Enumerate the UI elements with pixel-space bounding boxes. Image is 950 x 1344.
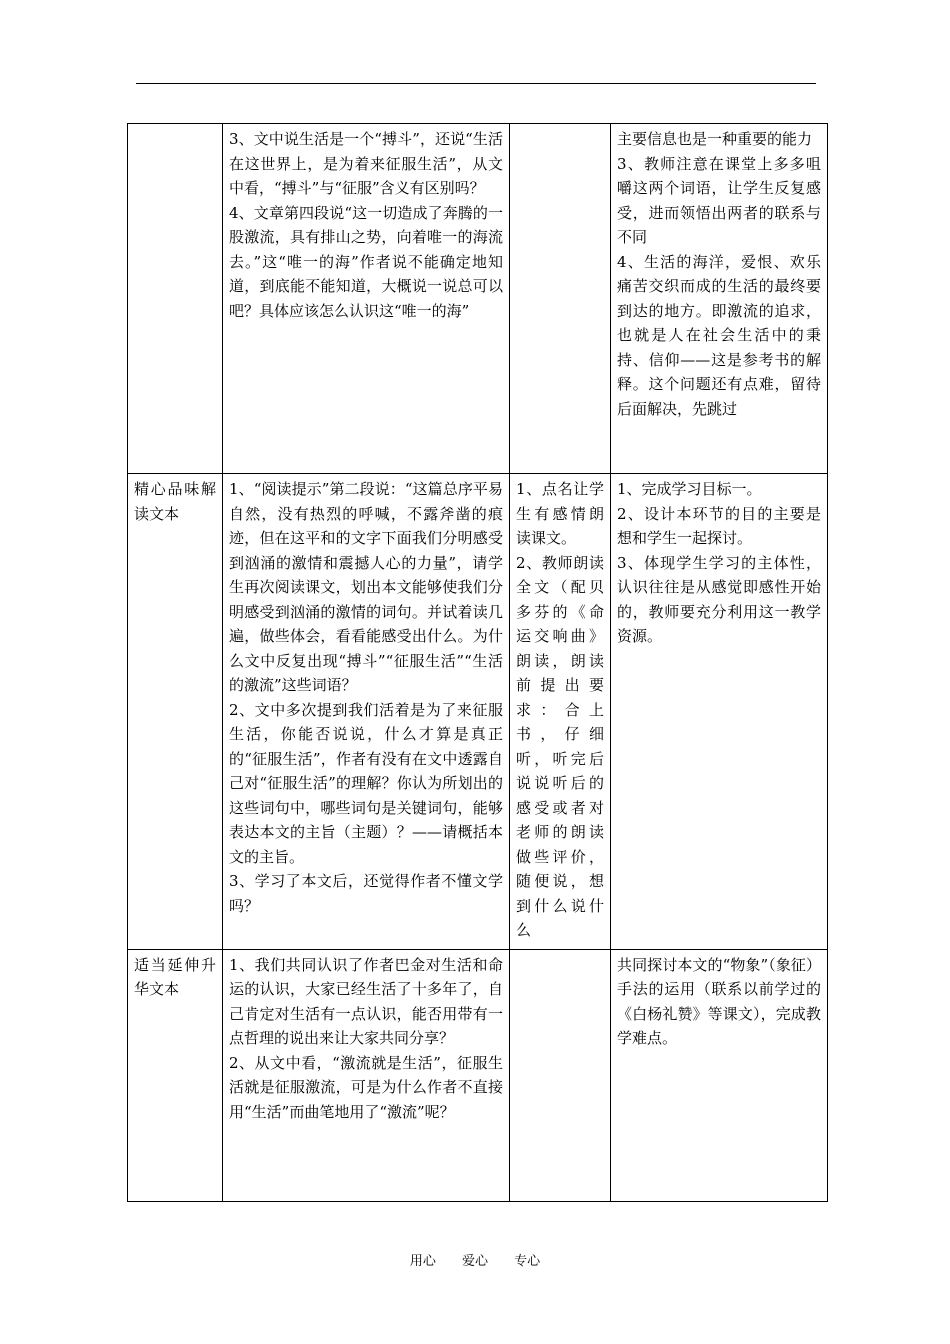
questions-cell	[223, 474, 510, 950]
stage-cell	[128, 949, 223, 1201]
footer-word: 专心	[514, 1254, 541, 1269]
activity-text: 2、教师朗读全文（配贝多芬的《命运交响曲》朗读，朗读前提出要求：合上书，仔细听，听完后说说听后的感受或者对老师的朗读做些评价，随便说，想到什么说什么	[516, 553, 604, 939]
question-text: 3、学习了本文后，还觉得作者不懂文学吗？	[229, 872, 503, 915]
question-text: 2、从文中看，“激流就是生活”，征服生活就是征服激流，可是为什么作者不直接用“生活”而曲笔地用了“激流”呢？	[229, 1053, 503, 1121]
table-row	[128, 124, 828, 474]
table-row	[128, 474, 828, 950]
footer-word: 爱心	[461, 1254, 488, 1269]
question-text: 1、我们共同认识了作者巴金对生活和命运的认识，大家已经生活了十多年了，自己肯定对生活有一点认识，能否用带有一点哲理的说出来让大家共同分享？	[229, 955, 503, 1047]
page-footer	[0, 1250, 950, 1269]
stage-label: 适当延伸升华文本	[134, 955, 216, 998]
table-row	[128, 949, 828, 1201]
note-text: 4、生活的海洋，爱恨、欢乐痛苦交织而成的生活的最终要到达的地方。即激流的追求，也就是人在社会生活中的秉持、信仰——这是参考书的解释。这个问题还有点难，留待后面解决，先跳过	[617, 252, 821, 418]
activities-cell	[510, 949, 611, 1201]
question-text: 3、文中说生活是一个“搏斗”，还说“生活在这世界上，是为着来征服生活”，从文中看，“搏斗”与“征服”含义有区别吗？	[229, 130, 503, 197]
notes-cell	[611, 474, 828, 950]
stage-cell	[128, 124, 223, 474]
stage-label: 精心品味解读文本	[134, 480, 216, 523]
note-text: 主要信息也是一种重要的能力	[617, 130, 813, 148]
stage-cell	[128, 474, 223, 950]
question-text: 2、文中多次提到我们活着是为了来征服生活，你能否说说，什么才算是真正的“征服生活”，作者有没有在文中透露自己对“征服生活”的理解？你认为所划出的这些词句中，哪些词句是关键词句，能够表达本文的主旨（主题）？——请概括本文的主旨。	[229, 700, 503, 866]
note-text: 3、体现学生学习的主体性，认识往往是从感觉即感性开始的，教师要充分利用这一教学资源。	[617, 553, 821, 645]
lesson-plan-table	[127, 123, 828, 1202]
activities-cell	[510, 474, 611, 950]
note-text: 共同探讨本文的“物象”（象征）手法的运用（联系以前学过的《白杨礼赞》等课文），完成教学难点。	[617, 955, 821, 1047]
questions-cell	[223, 124, 510, 474]
notes-cell	[611, 124, 828, 474]
note-text: 1、完成学习目标一。	[617, 480, 762, 498]
questions-cell	[223, 949, 510, 1201]
note-text: 3、教师注意在课堂上多多咀嚼这两个词语，让学生反复感受，进而领悟出两者的联系与不同	[617, 154, 821, 246]
activity-text: 1、点名让学生有感情朗读课文。	[516, 480, 604, 547]
footer-word: 用心	[409, 1254, 436, 1269]
note-text: 2、设计本环节的目的主要是想和学生一起探讨。	[617, 504, 821, 547]
question-text: 4、文章第四段说“这一切造成了奔腾的一股激流，具有排山之势，向着唯一的海流去。”这“唯一的海”作者说不能确定地知道，到底能不能知道，大概说一说总可以吧？具体应该怎么认识这“唯一的海”	[229, 203, 503, 320]
question-text: 1、“阅读提示”第二段说：“这篇总序平易自然，没有热烈的呼喊，不露斧凿的痕迹，但在这平和的文字下面我们分明感受到汹涌的激情和震撼人心的力量”，请学生再次阅读课文，划出本文能够使我们分明感受到汹涌的激情的词句。并试着读几遍，做些体会，看看能感受出什么。为什么文中反复出现“搏斗”“征服生活”“生活的激流”这些词语？	[229, 480, 503, 694]
header-rule	[136, 83, 816, 84]
activities-cell	[510, 124, 611, 474]
notes-cell	[611, 949, 828, 1201]
